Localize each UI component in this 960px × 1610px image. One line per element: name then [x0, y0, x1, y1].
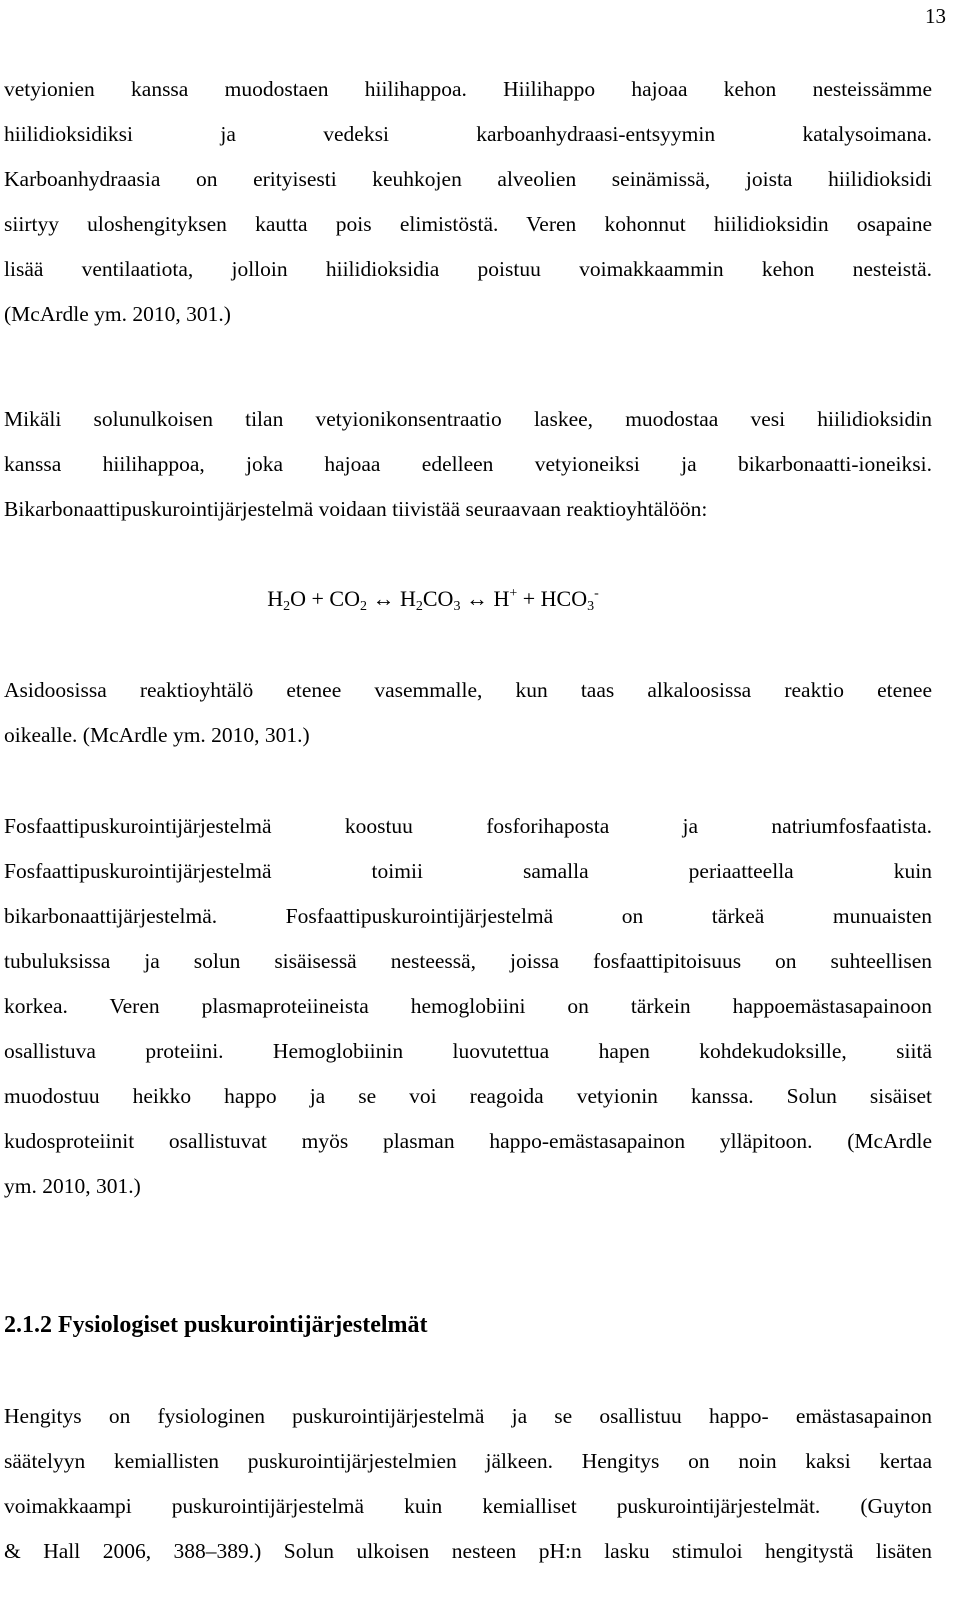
- page-number: 13: [925, 4, 946, 28]
- text-line: säätelyyn kemiallisten puskurointijärjestelmien jälkeen. Hengitys on noin kaksi kertaa: [4, 1449, 932, 1473]
- paragraph-respiration: [4, 1404, 932, 1563]
- text-line: kanssa hiilihappoa, joka hajoaa edelleen vetyioneiksi ja bikarbonaatti-ioneiksi.: [4, 452, 932, 476]
- reaction-equation: $H_2O + CO_2$ ↔ $H_2CO_3$ ↔ $H^+ + HCO_3^-$: [267, 586, 599, 614]
- paragraph-phosphate: [4, 814, 932, 1198]
- text-line: osallistuva proteiini. Hemoglobiinin luovutettua hapen kohdekudoksille, siitä: [4, 1039, 932, 1063]
- text-line: voimakkaampi puskurointijärjestelmä kuin kemialliset puskurointijärjestelmät. (Guyton: [4, 1494, 932, 1518]
- text-line: oikealle. (McArdle ym. 2010, 301.): [4, 723, 310, 747]
- text-line: hiilidioksidiksi ja vedeksi karboanhydraasi-entsyymin katalysoimana.: [4, 122, 932, 146]
- text-line: korkea. Veren plasmaproteiineista hemoglobiini on tärkein happoemästasapainoon: [4, 994, 932, 1018]
- paragraph-bicarbonate: [4, 407, 932, 521]
- text-line: lisää ventilaatiota, jolloin hiilidioksidia poistuu voimakkaammin kehon nesteistä.: [4, 257, 932, 281]
- text-line: Karboanhydraasia on erityisesti keuhkojen alveolien seinämissä, joista hiilidioksidi: [4, 167, 932, 191]
- text-line: tubuluksissa ja solun sisäisessä nesteessä, joissa fosfaattipitoisuus on suhteellisen: [4, 949, 932, 973]
- text-line: bikarbonaattijärjestelmä. Fosfaattipuskurointijärjestelmä on tärkeä munuaisten: [4, 904, 932, 928]
- text-line: Fosfaattipuskurointijärjestelmä toimii samalla periaatteella kuin: [4, 859, 932, 883]
- text-line: Bikarbonaattipuskurointijärjestelmä voidaan tiivistää seuraavaan reaktioyhtälöön:: [4, 497, 708, 521]
- paragraph-acidosis: [4, 678, 932, 747]
- text-line: vetyionien kanssa muodostaen hiilihappoa. Hiilihappo hajoaa kehon nesteissämme: [4, 77, 932, 101]
- section-heading: 2.1.2 Fysiologiset puskurointijärjestelmät: [4, 1312, 428, 1338]
- text-line: Mikäli solunulkoisen tilan vetyionikonsentraatio laskee, muodostaa vesi hiilidioksidin: [4, 407, 932, 431]
- text-line: & Hall 2006, 388–389.) Solun ulkoisen nesteen pH:n lasku stimuloi hengitystä lisäten: [4, 1539, 932, 1563]
- text-line: Hengitys on fysiologinen puskurointijärjestelmä ja se osallistuu happo- emästasapainon: [4, 1404, 932, 1428]
- text-line: Asidoosissa reaktioyhtälö etenee vasemmalle, kun taas alkaloosissa reaktio etenee: [4, 678, 932, 702]
- text-line: kudosproteiinit osallistuvat myös plasman happo-emästasapainon ylläpitoon. (McArdle: [4, 1129, 932, 1153]
- text-line: muodostuu heikko happo ja se voi reagoida vetyionin kanssa. Solun sisäiset: [4, 1084, 932, 1108]
- text-line: Fosfaattipuskurointijärjestelmä koostuu fosforihaposta ja natriumfosfaatista.: [4, 814, 932, 838]
- text-line: (McArdle ym. 2010, 301.): [4, 302, 231, 326]
- paragraph-carbonic-acid: [4, 77, 932, 326]
- text-line: siirtyy uloshengityksen kautta pois elimistöstä. Veren kohonnut hiilidioksidin osapaine: [4, 212, 932, 236]
- text-line: ym. 2010, 301.): [4, 1174, 141, 1198]
